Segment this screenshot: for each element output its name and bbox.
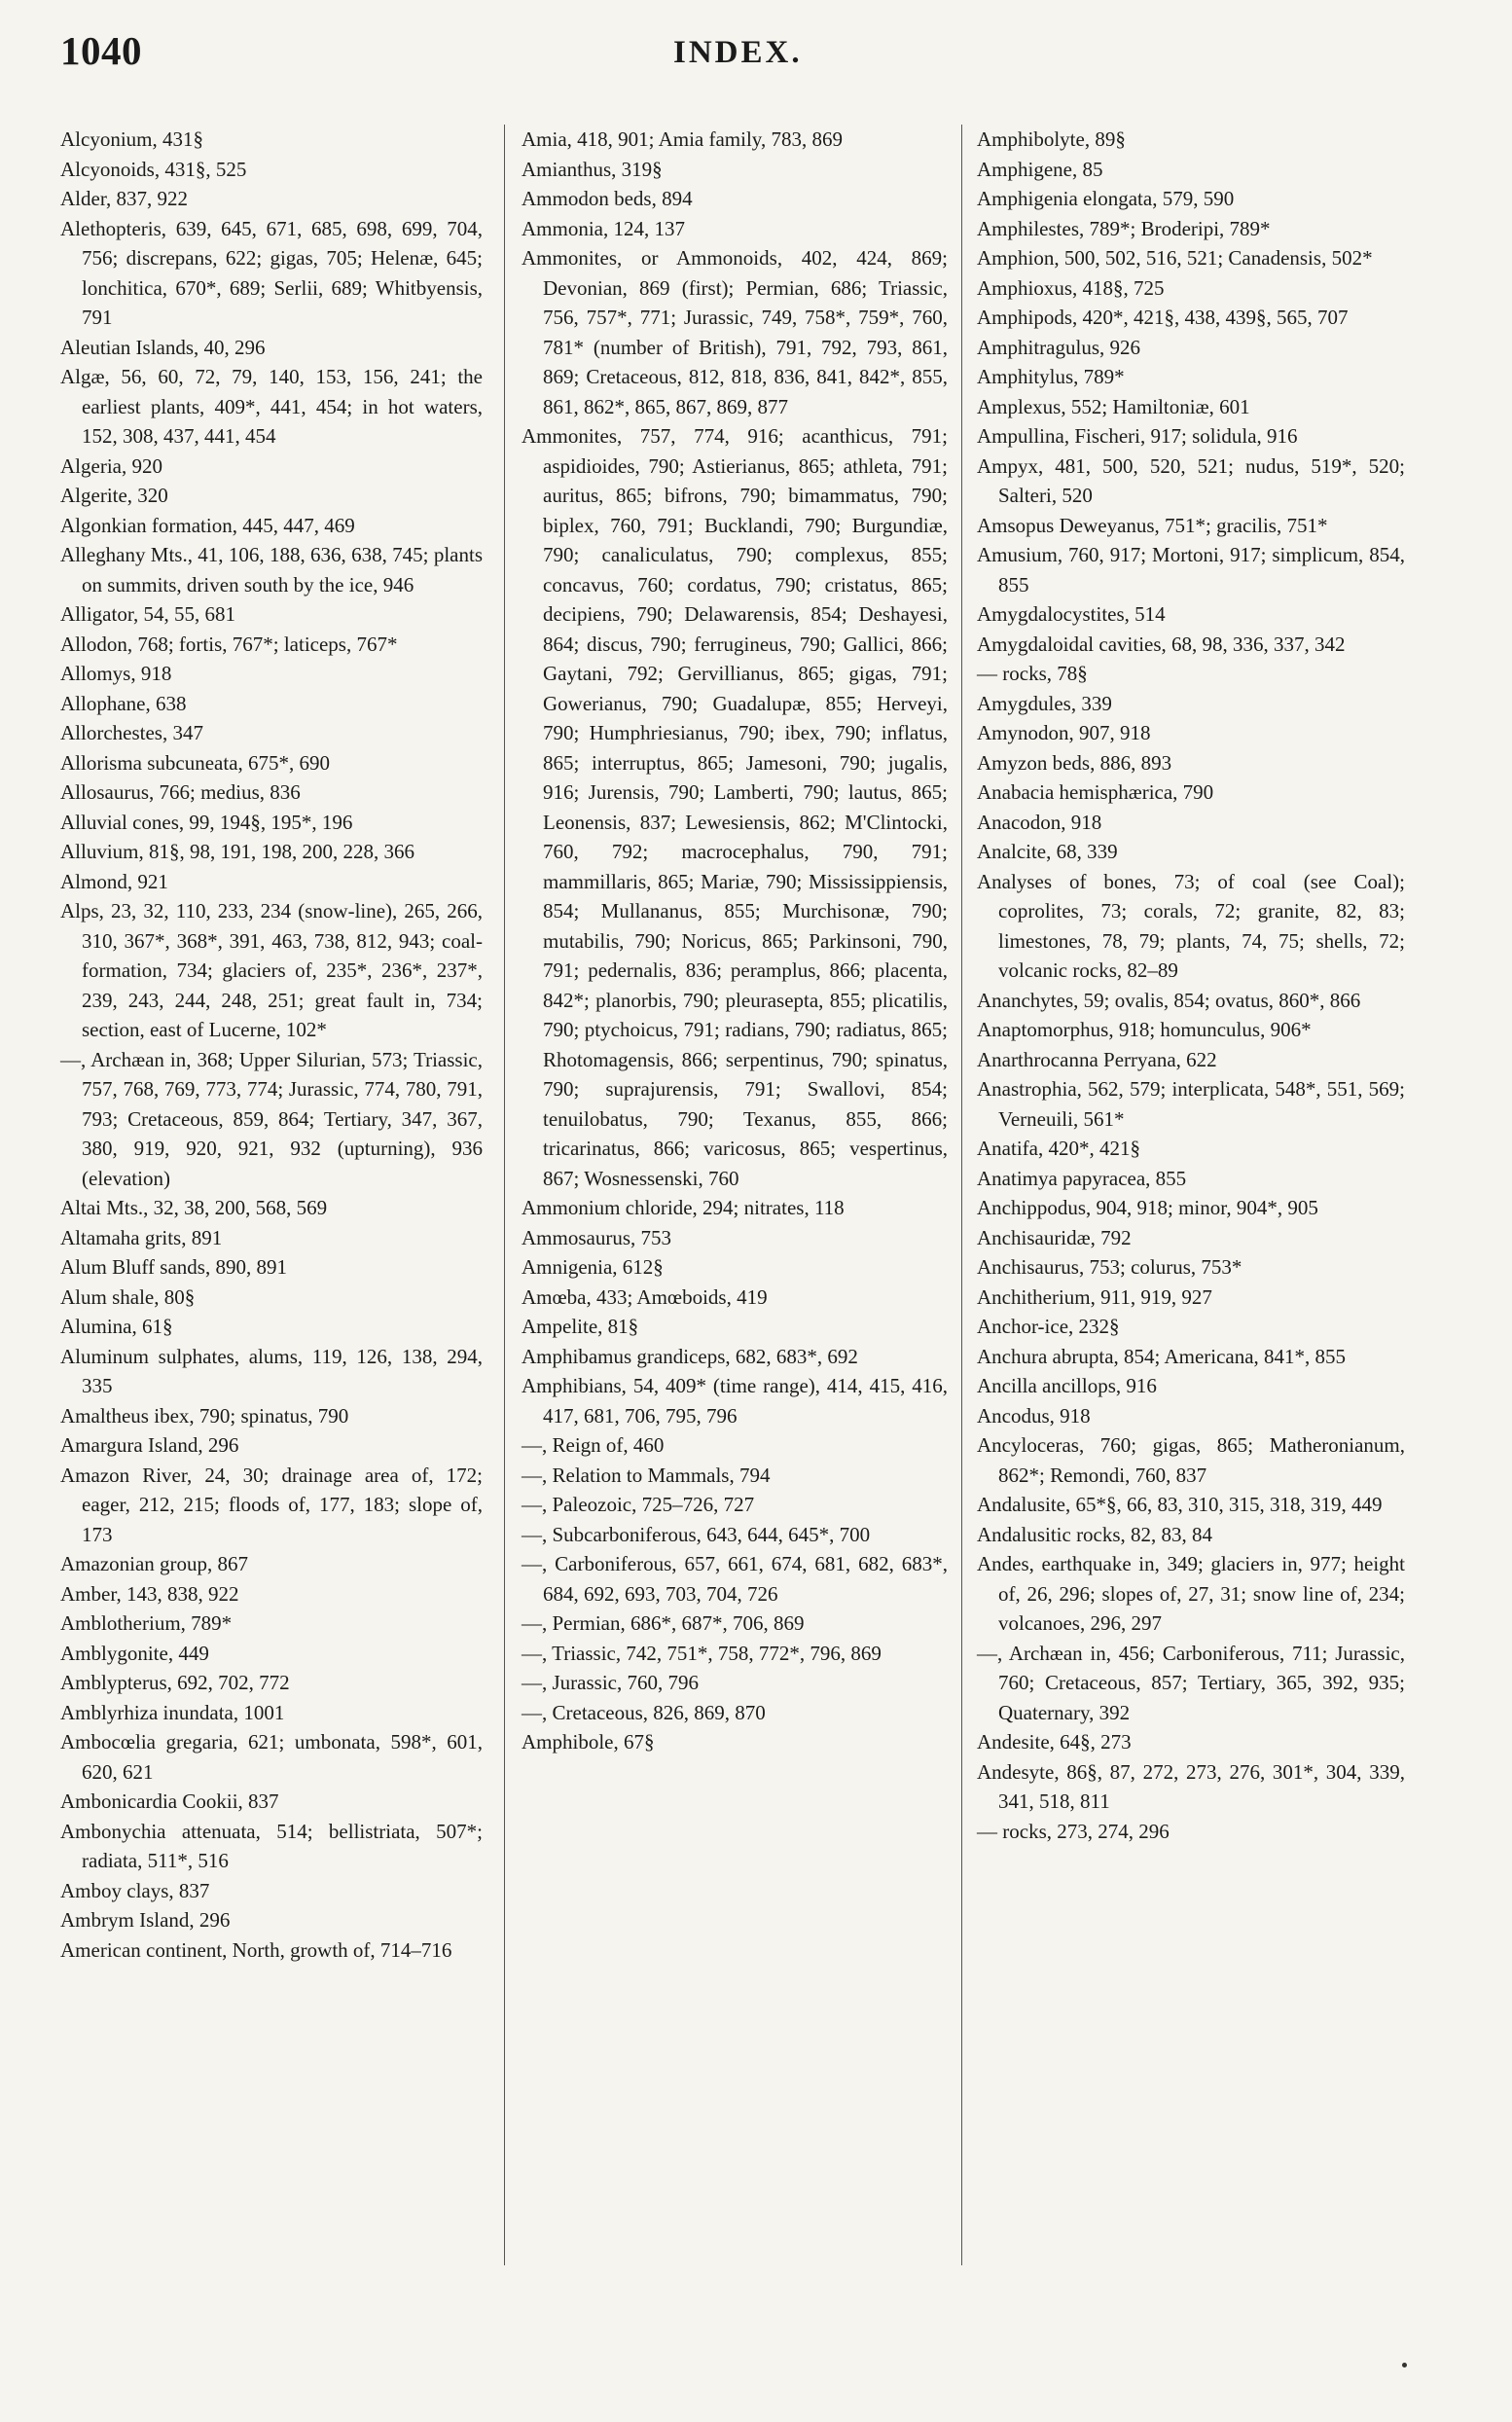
index-entry: Amazonian group, 867 (60, 1552, 249, 1575)
index-entry: Ambocœlia gregaria, 621; umbonata, 598*, 601, 620, 621 (60, 1730, 483, 1784)
index-entry: Amphigenia elongata, 579, 590 (977, 187, 1235, 210)
index-entry: Ambonicardia Cookii, 837 (60, 1789, 279, 1813)
index-entry: Alumina, 61§ (60, 1315, 173, 1338)
index-entry: — rocks, 78§ (977, 662, 1088, 685)
index-entry: Alder, 837, 922 (60, 187, 188, 210)
index-entry: Andesyte, 86§, 87, 272, 273, 276, 301*, 304, 339, 341, 518, 811 (977, 1759, 1405, 1813)
index-entry: Anchitherium, 911, 919, 927 (977, 1284, 1212, 1309)
index-entry: Ammonites, 757, 774, 916; acanthicus, 791; aspidioides, 790; Astierianus, 865; athleta, 791; auritus, 865; bifrons, 790; bimammatus, 790; biplex, 760, 791; Bucklandi, 790; Burgundiæ, 790; canaliculatus, 790; complexus, 855; concavus, 760; cordatus, 790; cristatus, 865; decipiens, 790; Delawarensis, 854; Deshayesi, 864; discus, 790; ferrugineus, 790; Gallici, 866; Gaytani, 792; Gervillianus, 865; gigas, 791; Gowerianus, 790; Guadalupæ, 855; Herveyi, 790; Humphriesianus, 790; ibex, 790; inflatus, 865; interruptus, 865; Jamesoni, 790; jugalis, 916; Jurensis, 790; Lamberti, 790; lautus, 865; Leonensis, 837; Lewesiensis, 862; M'Clintocki, 760, 792; macrocephalus, 790, 791; mammillaris, 865; Mariæ, 790; Mississippiensis, 854; Mullananus, 855; Murchisonæ, 790; mutabilis, 790; Noricus, 865; Parkinsoni, 790, 791; pedernalis, 836; peramplus, 866; placenta, 842*; planorbis, 790; pleurasepta, 855; plicatilis, 790; ptychoicus, 791; radians, 790; radiatus, 865; Rhotomagensis, 866; serpentinus, 790; spinatus, 790; suprajurensis, 791; Swallovi, 854; tenuilobatus, 790; Texanus, 855, 866; tricarinatus, 866; varicosus, 865; vespertinus, 867; Wosnessenski, 760 (522, 424, 948, 1190)
index-entry: Aleutian Islands, 40, 296 (60, 335, 266, 359)
index-entry: Allophane, 638 (60, 691, 187, 715)
index-entry: —, Jurassic, 760, 796 (522, 1671, 699, 1694)
index-entry: Amblotherium, 789* (60, 1611, 233, 1635)
index-entry: Allomys, 918 (60, 662, 172, 685)
index-entry: Amphibians, 54, 409* (time range), 414, 415, 416, 417, 681, 706, 795, 796 (522, 1374, 948, 1428)
page-mark (1402, 2363, 1407, 2368)
index-entry: Amia, 418, 901; Amia family, 783, 869 (522, 127, 843, 151)
index-entry: —, Paleozoic, 725–726, 727 (522, 1493, 755, 1516)
index-entry: American continent, North, growth of, 714–716 (60, 1937, 452, 1962)
index-entry: Allodon, 768; fortis, 767*; laticeps, 767* (60, 632, 398, 656)
index-entry: Ammonium chloride, 294; nitrates, 118 (522, 1196, 845, 1219)
index-entry: Ammonites, or Ammonoids, 402, 424, 869; Devonian, 869 (first); Permian, 686; Triassic, 756, 757*, 771; Jurassic, 749, 758*, 759*, 760, 781* (number of British), 791, 792, 793, 861, 869; Cretaceous, 812, 818, 836, 841, 842*, 855, 861, 862*, 865, 867, 869, 877 (522, 246, 948, 418)
index-entry: Amianthus, 319§ (522, 157, 663, 181)
index-entry: Amusium, 760, 917; Mortoni, 917; simplicum, 854, 855 (977, 543, 1405, 596)
index-entry: Amphitylus, 789* (977, 365, 1125, 388)
index-entry: Ampyx, 481, 500, 520, 521; nudus, 519*, 520; Salteri, 520 (977, 453, 1405, 507)
index-entry: Amygdules, 339 (977, 691, 1112, 715)
index-entry: Amphibolyte, 89§ (977, 127, 1126, 151)
index-entry: Altamaha grits, 891 (60, 1225, 223, 1249)
index-entry: Alum shale, 80§ (60, 1284, 196, 1309)
index-entry: Amblyrhiza inundata, 1001 (60, 1700, 285, 1724)
index-entry: Amazon River, 24, 30; drainage area of, 172; eager, 212, 215; floods of, 177, 183; slope of, 173 (60, 1463, 483, 1546)
index-entry: Ambonychia attenuata, 514; bellistriata, 507*; radiata, 511*, 516 (60, 1819, 483, 1872)
index-entry: Anacodon, 918 (977, 810, 1102, 834)
index-entry: Amphibole, 67§ (522, 1730, 655, 1753)
index-entry: Alluvium, 81§, 98, 191, 198, 200, 228, 366 (60, 840, 415, 863)
index-entry: Allorisma subcuneata, 675*, 690 (60, 750, 331, 775)
index-entry: Anchor-ice, 232§ (977, 1315, 1120, 1338)
index-entry: Alcyonium, 431§ (60, 127, 203, 151)
index-entry: Amphipods, 420*, 421§, 438, 439§, 565, 707 (977, 306, 1349, 329)
index-entry: Allorchestes, 347 (60, 721, 203, 744)
index-entry: Amargura Island, 296 (60, 1433, 239, 1457)
index-entry: Alluvial cones, 99, 194§, 195*, 196 (60, 810, 353, 834)
index-entry: —, Permian, 686*, 687*, 706, 869 (522, 1611, 805, 1635)
index-entry: —, Reign of, 460 (522, 1433, 665, 1457)
index-entry: Amaltheus ibex, 790; spinatus, 790 (60, 1403, 349, 1428)
index-entry: Amblypterus, 692, 702, 772 (60, 1671, 290, 1694)
index-entry: —, Archæan in, 368; Upper Silurian, 573; Triassic, 757, 768, 769, 773, 774; Jurassic, 774, 780, 791, 793; Cretaceous, 859, 864; Tertiary, 347, 367, 380, 919, 920, 921, 932 (upturning), 936 (elevation) (60, 1047, 483, 1190)
index-entry: Amphigene, 85 (977, 157, 1103, 181)
index-entry: Algæ, 56, 60, 72, 79, 140, 153, 156, 241; the earliest plants, 409*, 441, 454; in hot waters, 152, 308, 437, 441, 454 (60, 365, 483, 448)
index-column-2 (522, 125, 948, 1757)
index-entry: —, Cretaceous, 826, 869, 870 (522, 1700, 766, 1724)
index-entry: Ammonia, 124, 137 (522, 216, 685, 240)
index-entry: —, Relation to Mammals, 794 (522, 1463, 771, 1487)
index-entry: Amber, 143, 838, 922 (60, 1581, 239, 1606)
column-divider (504, 125, 505, 2265)
index-entry: Anchisauridæ, 792 (977, 1225, 1132, 1249)
index-entry: Amphilestes, 789*; Broderipi, 789* (977, 216, 1271, 240)
index-entry: —, Archæan in, 456; Carboniferous, 711; Jurassic, 760; Cretaceous, 857; Tertiary, 365, 392, 935; Quaternary, 392 (977, 1641, 1405, 1724)
index-entry: Anatimya papyracea, 855 (977, 1166, 1187, 1190)
index-entry: Altai Mts., 32, 38, 200, 568, 569 (60, 1196, 328, 1219)
index-entry: Amœba, 433; Amœboids, 419 (522, 1284, 768, 1309)
index-entry: Alcyonoids, 431§, 525 (60, 157, 247, 181)
index-entry: Anchippodus, 904, 918; minor, 904*, 905 (977, 1196, 1318, 1219)
index-column-1 (60, 125, 483, 1965)
page-number: 1040 (60, 28, 142, 73)
index-entry: Anaptomorphus, 918; homunculus, 906* (977, 1018, 1312, 1041)
index-entry: Anchura abrupta, 854; Americana, 841*, 855 (977, 1344, 1347, 1368)
index-entry: Ancyloceras, 760; gigas, 865; Matheronianum, 862*; Remondi, 760, 837 (977, 1433, 1405, 1487)
index-entry: Alum Bluff sands, 890, 891 (60, 1255, 287, 1279)
index-entry: Amboy clays, 837 (60, 1878, 210, 1902)
index-entry: Alps, 23, 32, 110, 233, 234 (snow-line), 265, 266, 310, 367*, 368*, 391, 463, 738, 812, 943; coal-formation, 734; glaciers of, 235*, 236*, 237*, 239, 243, 244, 248, 251; great fault in, 734; section, east of Lucerne, 102* (60, 899, 483, 1041)
index-entry: Analyses of bones, 73; of coal (see Coal); coprolites, 73; corals, 72; granite, 82, 83; limestones, 78, 79; plants, 74, 75; shells, 72; volcanic rocks, 82–89 (977, 869, 1405, 982)
index-entry: Ananchytes, 59; ovalis, 854; ovatus, 860*, 866 (977, 988, 1361, 1012)
index-entry: Algerite, 320 (60, 484, 168, 507)
index-entry: Alethopteris, 639, 645, 671, 685, 698, 699, 704, 756; discrepans, 622; gigas, 705; Helenæ, 645; lonchitica, 670*, 689; Serlii, 689; Whitbyensis, 791 (60, 216, 483, 329)
index-entry: Amphioxus, 418§, 725 (977, 275, 1165, 300)
index-entry: Andes, earthquake in, 349; glaciers in, 977; height of, 26, 296; slopes of, 27, 31; snow line of, 234; volcanoes, 296, 297 (977, 1552, 1405, 1635)
index-entry: Algeria, 920 (60, 453, 162, 478)
index-entry: Almond, 921 (60, 869, 168, 893)
page-header (60, 27, 1452, 86)
index-entry: Algonkian formation, 445, 447, 469 (60, 513, 355, 537)
index-entry: Analcite, 68, 339 (977, 840, 1118, 863)
index-entry: Amplexus, 552; Hamiltoniæ, 601 (977, 394, 1250, 418)
index-entry: Amyzon beds, 886, 893 (977, 750, 1172, 775)
index-entry: Ancilla ancillops, 916 (977, 1374, 1157, 1397)
index-entry: Ambrym Island, 296 (60, 1908, 231, 1932)
index-entry: Ampullina, Fischeri, 917; solidula, 916 (977, 424, 1298, 448)
index-entry: Anchisaurus, 753; colurus, 753* (977, 1255, 1242, 1279)
index-entry: Amphibamus grandiceps, 682, 683*, 692 (522, 1344, 858, 1368)
index-entry: Ammosaurus, 753 (522, 1225, 671, 1249)
index-entry: Amnigenia, 612§ (522, 1255, 664, 1279)
page-title: INDEX. (673, 35, 803, 70)
index-entry: Amygdaloidal cavities, 68, 98, 336, 337, 342 (977, 632, 1346, 656)
index-entry: —, Carboniferous, 657, 661, 674, 681, 682, 683*, 684, 692, 693, 703, 704, 726 (522, 1552, 948, 1606)
index-entry: Amphion, 500, 502, 516, 521; Canadensis, 502* (977, 246, 1373, 270)
index-entry: —, Subcarboniferous, 643, 644, 645*, 700 (522, 1522, 871, 1546)
index-entry: Andalusitic rocks, 82, 83, 84 (977, 1522, 1213, 1546)
index-entry: — rocks, 273, 274, 296 (977, 1819, 1170, 1843)
index-entry: Anabacia hemisphærica, 790 (977, 780, 1214, 804)
index-entry: —, Triassic, 742, 751*, 758, 772*, 796, 869 (522, 1641, 882, 1665)
index-entry: Allosaurus, 766; medius, 836 (60, 780, 301, 804)
index-entry: Ampelite, 81§ (522, 1315, 639, 1338)
index-entry: Amygdalocystites, 514 (977, 602, 1166, 626)
index-entry: Anarthrocanna Perryana, 622 (977, 1047, 1217, 1071)
index-column-3 (977, 125, 1405, 1846)
index-entry: Amynodon, 907, 918 (977, 721, 1151, 744)
index-entry: Andesite, 64§, 273 (977, 1730, 1132, 1753)
index-entry: Anastrophia, 562, 579; interplicata, 548*, 551, 569; Verneuili, 561* (977, 1077, 1405, 1131)
index-entry: Ammodon beds, 894 (522, 187, 693, 210)
index-entry: Amblygonite, 449 (60, 1641, 209, 1665)
index-entry: Alleghany Mts., 41, 106, 188, 636, 638, 745; plants on summits, driven south by the ice, 946 (60, 543, 483, 596)
column-divider (961, 125, 962, 2265)
index-entry: Amsopus Deweyanus, 751*; gracilis, 751* (977, 513, 1328, 537)
index-entry: Amphitragulus, 926 (977, 335, 1140, 359)
index-entry: Ancodus, 918 (977, 1403, 1091, 1428)
index-entry: Alligator, 54, 55, 681 (60, 602, 235, 626)
index-entry: Anatifa, 420*, 421§ (977, 1137, 1140, 1160)
index-entry: Aluminum sulphates, alums, 119, 126, 138, 294, 335 (60, 1344, 483, 1397)
index-entry: Andalusite, 65*§, 66, 83, 310, 315, 318, 319, 449 (977, 1493, 1383, 1516)
